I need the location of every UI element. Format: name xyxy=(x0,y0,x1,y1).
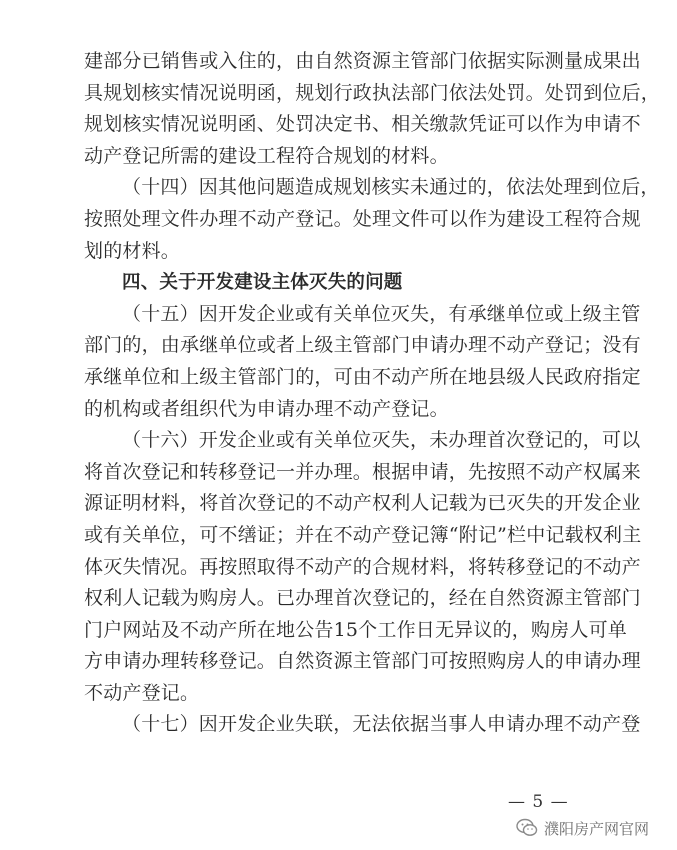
text-line: 按照处理文件办理不动产登记。处理文件可以作为建设工程符合规 xyxy=(84,207,641,230)
section-heading: 四、关于开发建设主体灭失的问题 xyxy=(122,272,403,294)
text-line: （十五）因开发企业或有关单位灭失，有承继单位或上级主管 xyxy=(122,302,641,325)
watermark-text: 濮阳房产网官网 xyxy=(544,819,650,838)
text-line: 的机构或者组织代为申请办理不动产登记。 xyxy=(84,397,449,420)
text-line: （十六）开发企业或有关单位灭失，未办理首次登记的，可以 xyxy=(122,429,641,452)
text-line: 源证明材料，将首次登记的不动产权利人记载为已灭失的开发企业 xyxy=(84,492,641,515)
text-line: 具规划核实情况说明函，规划行政执法部门依法处罚。处罚到位后， xyxy=(84,81,661,104)
text-line: 划的材料。 xyxy=(84,239,181,262)
document-body xyxy=(84,46,661,741)
text-line: 承继单位和上级主管部门的，可由不动产所在地县级人民政府指定 xyxy=(84,365,641,388)
page-number: — 5 — xyxy=(508,792,569,812)
text-line: 将首次登记和转移登记一并办理。根据申请，先按照不动产权属来 xyxy=(84,460,641,483)
text-line: 或有关单位，可不缮证；并在不动产登记簿“附记”栏中记载权利主 xyxy=(84,523,642,546)
wechat-icon xyxy=(516,818,538,838)
text-line: 方申请办理转移登记。自然资源主管部门可按照购房人的申请办理 xyxy=(84,650,641,673)
text-line: 部门的，由承继单位或者上级主管部门申请办理不动产登记；没有 xyxy=(84,334,641,357)
text-line: （十七）因开发企业失联，无法依据当事人申请办理不动产登 xyxy=(122,713,641,736)
text-line: 动产登记所需的建设工程符合规划的材料。 xyxy=(84,144,449,167)
text-line: 体灭失情况。再按照取得不动产的合规材料，将转移登记的不动产 xyxy=(84,555,641,578)
text-line: 规划核实情况说明函、处罚决定书、相关缴款凭证可以作为申请不 xyxy=(84,113,641,136)
text-line: 建部分已销售或入住的，由自然资源主管部门依据实际测量成果出 xyxy=(84,50,641,72)
text-line: 不动产登记。 xyxy=(84,681,200,704)
text-line: 门户网站及不动产所在地公告15个工作日无异议的，购房人可单 xyxy=(84,618,627,641)
text-line: 权利人记载为购房人。已办理首次登记的，经在自然资源主管部门 xyxy=(84,587,641,610)
text-line: （十四）因其他问题造成规划核实未通过的，依法处理到位后， xyxy=(122,176,660,199)
watermark xyxy=(516,815,649,841)
